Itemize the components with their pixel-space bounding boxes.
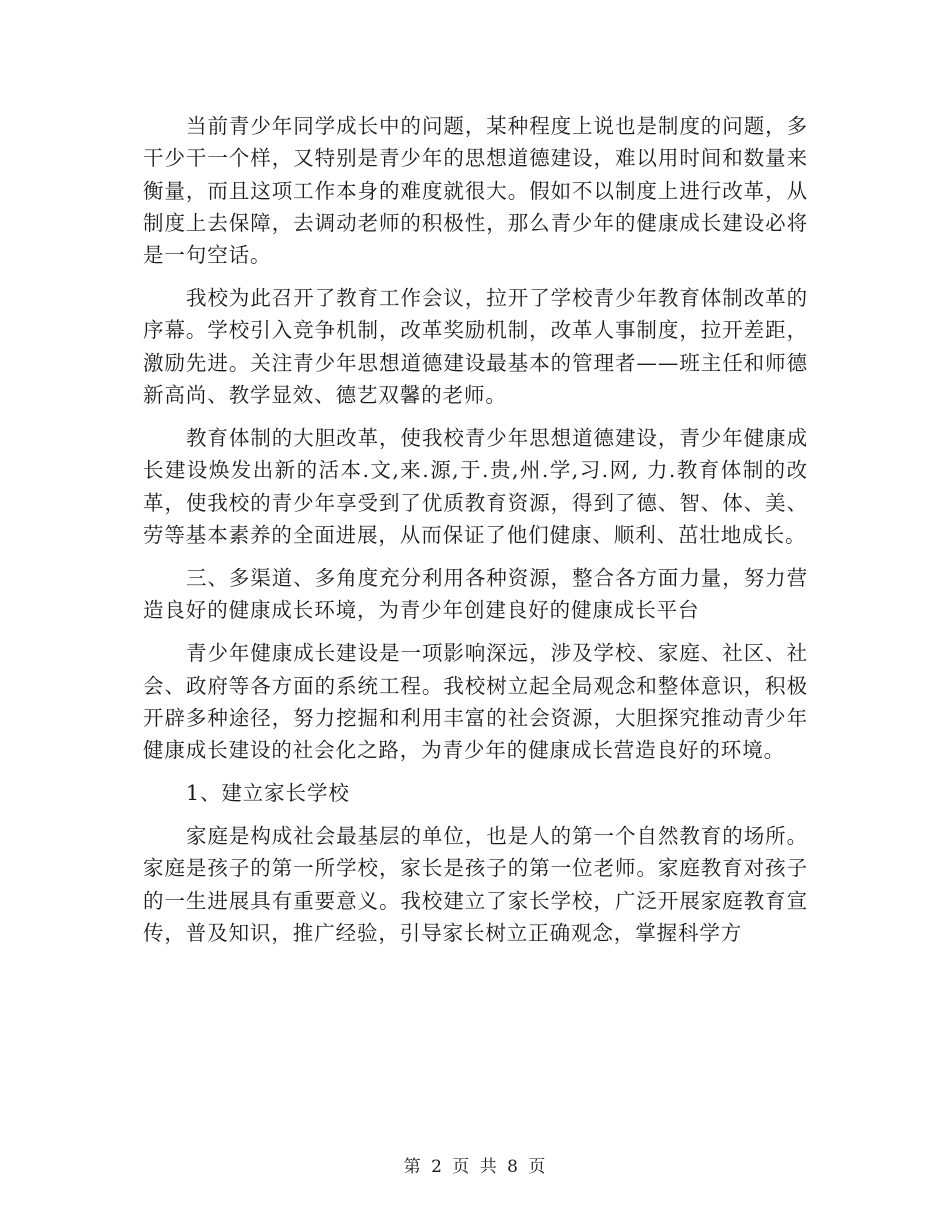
paragraph-1: 当前青少年同学成长中的问题，某种程度上说也是制度的问题，多干少干一个样，又特别是青少年的思想道德建设，难以用时间和数量来衡量，而且这项工作本身的难度就很大。假如不以制度上进行改革，从制度上去保障，去调动老师的积极性，那么青少年的健康成长建设必将是一句空话。 <box>143 114 808 268</box>
paragraph-2: 我校为此召开了教育工作会议，拉开了学校青少年教育体制改革的序幕。学校引入竞争机制，改革奖励机制，改革人事制度，拉开差距，激励先进。关注青少年思想道德建设最基本的管理者——班主任和师德新高尚、教学显效、德艺双馨的老师。 <box>143 286 808 408</box>
paragraph-3: 教育体制的大胆改革，使我校青少年思想道德建设，青少年健康成长建设焕发出新的活本.文,来.源,于.贵,州.学,习.网, 力.教育体制的改革，使我校的青少年享受到了优质教育资源，得到了德、智、体、美、劳等基本素养的全面进展，从而保证了他们健康、顺利、茁壮地成长。 <box>143 426 808 547</box>
section-heading-3: 三、多渠道、多角度充分利用各种资源，整合各方面力量，努力营造良好的健康成长环境，为青少年创建良好的健康成长平台 <box>143 565 808 623</box>
subheading-family-school: 1、建立家长学校 <box>186 781 350 806</box>
paragraph-5: 家庭是构成社会最基层的单位，也是人的第一个自然教育的场所。家庭是孩子的第一所学校，家长是孩子的第一位老师。家庭教育对孩子的一生进展具有重要意义。我校建立了家长学校，广泛开展家庭教育宣传，普及知识，推广经验，引导家长树立正确观念，掌握科学方 <box>143 824 808 945</box>
paragraph-4: 青少年健康成长建设是一项影响深远，涉及学校、家庭、社区、社会、政府等各方面的系统工程。我校树立起全局观念和整体意识，积极开辟多种途径，努力挖掘和利用丰富的社会资源，大胆探究推动青少年健康成长建设的社会化之路，为青少年的健康成长营造良好的环境。 <box>143 641 808 763</box>
page-number-footer: 第 2 页 共 8 页 <box>403 1157 547 1177</box>
document-body <box>143 110 808 960</box>
